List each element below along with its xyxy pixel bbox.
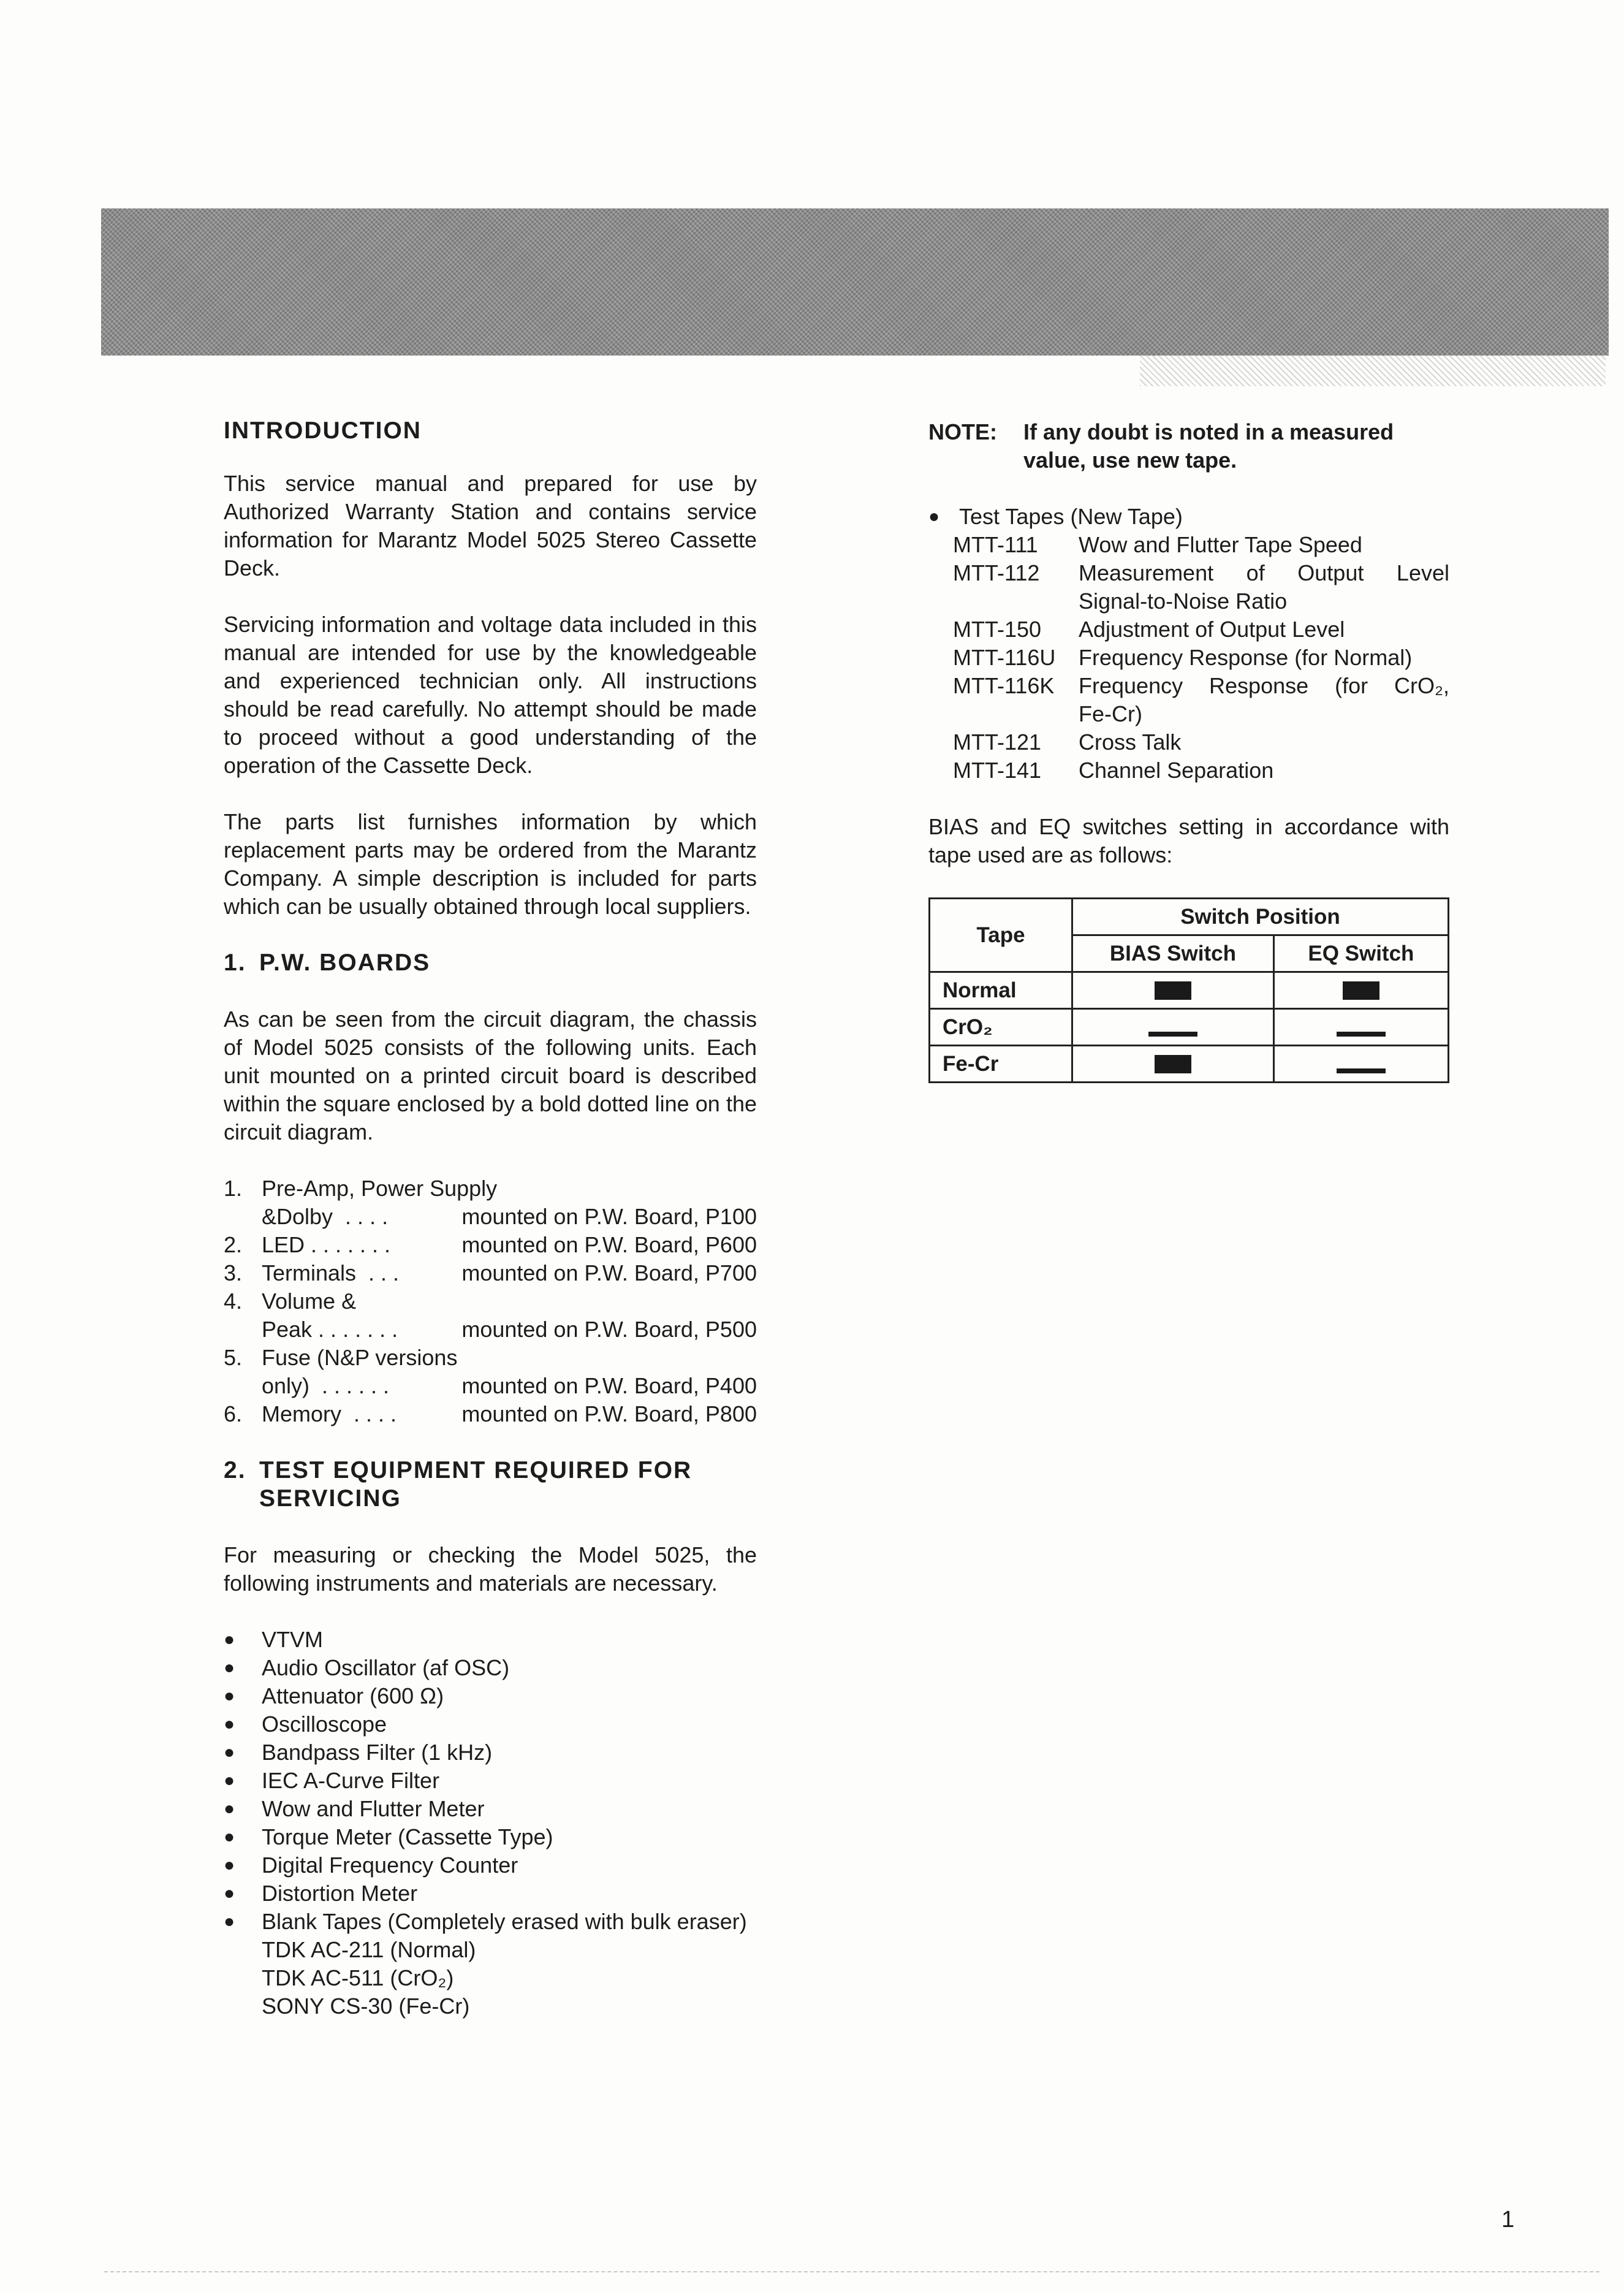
board-row-mount: mounted on P.W. Board, P600	[461, 1232, 757, 1257]
tape-code: MTT-150	[953, 617, 1042, 642]
note-block	[928, 418, 1449, 474]
tape-description: Channel Separation	[1079, 758, 1274, 783]
board-list	[224, 1175, 757, 1428]
table-header-row	[930, 899, 1449, 935]
board-row-number	[224, 1315, 262, 1344]
list-item	[224, 1626, 757, 1654]
tape-type-cell: Fe-Cr	[930, 1046, 1072, 1083]
note-label: NOTE:	[928, 419, 997, 444]
tape-code: MTT-116K	[953, 673, 1055, 698]
list-item	[224, 1908, 757, 1936]
tape-type-cell: CrO₂	[930, 1009, 1072, 1046]
switch-low-icon	[1337, 1032, 1386, 1037]
board-row-mount: mounted on P.W. Board, P400	[461, 1373, 757, 1398]
intro-paragraph-2: Servicing information and voltage data included in this manual are intended for use by the knowledgeable and experienced technician only. All instructions should be read carefully. No attempt should be made to proceed without a good understanding of the operation of the Cassette Deck.	[224, 612, 757, 778]
switch-low-icon	[1148, 1032, 1197, 1037]
board-row	[224, 1203, 757, 1231]
board-row-number: 4.	[224, 1289, 243, 1314]
board-row-name: Peak . . . . . . .	[262, 1317, 398, 1342]
bullet-icon: ●	[224, 1911, 235, 1932]
note-line-1	[928, 418, 1449, 446]
tape-code	[953, 587, 1079, 615]
board-row	[224, 1315, 757, 1344]
test-equipment-heading	[224, 1456, 757, 1513]
column-header-eq: EQ Switch	[1273, 935, 1448, 972]
board-row	[224, 1287, 757, 1315]
note-indent	[928, 446, 1023, 474]
column-header-bias: BIAS Switch	[1072, 935, 1274, 972]
list-item-text: Wow and Flutter Meter	[262, 1796, 485, 1821]
tape-description: Frequency Response (for Normal)	[1079, 645, 1413, 670]
note-line-2	[928, 446, 1449, 474]
intro-paragraph-3: The parts list furnishes information by which replacement parts may be ordered from the Marantz Company. A simple description is included for parts which can be usually obtained through local suppliers.	[224, 809, 757, 919]
table-row	[930, 1009, 1449, 1046]
tape-description: Frequency Response (for CrO₂,	[1079, 673, 1449, 698]
blank-tape-item: SONY CS-30 (Fe-Cr)	[262, 1993, 470, 2019]
bias-switch-cell	[1072, 972, 1274, 1009]
intro-paragraph-1: This service manual and prepared for use by Authorized Warranty Station and contains service information for Marantz Model 5025 Stereo Cassette Deck.	[224, 471, 757, 581]
tape-description: Measurement of Output Level	[1079, 560, 1449, 585]
board-row-number: 5.	[224, 1345, 243, 1370]
list-item-text: Attenuator (600 Ω)	[262, 1683, 444, 1708]
test-tapes	[928, 503, 1449, 785]
list-item	[953, 615, 1449, 644]
bullet-icon: ●	[224, 1799, 235, 1819]
bullet-icon: ●	[224, 1855, 235, 1875]
switch-high-icon	[1343, 981, 1379, 1000]
tape-code: MTT-121	[953, 729, 1042, 755]
bullet-icon: ●	[224, 1686, 235, 1706]
tape-description: Cross Talk	[1079, 729, 1182, 755]
switch-position-table	[928, 897, 1449, 1083]
list-item	[953, 531, 1449, 559]
board-row-number: 2.	[224, 1232, 243, 1257]
board-row-number: 1.	[224, 1176, 243, 1201]
column-header-tape: Tape	[930, 899, 1072, 972]
board-row-mount: mounted on P.W. Board, P100	[461, 1204, 757, 1229]
bias-switch-cell	[1072, 1009, 1274, 1046]
list-item	[953, 700, 1449, 728]
board-row-number	[224, 1372, 262, 1400]
list-item	[224, 1738, 757, 1767]
switch-high-icon	[1155, 981, 1191, 1000]
list-item-text: VTVM	[262, 1627, 324, 1652]
tape-code: MTT-111	[953, 532, 1038, 557]
test-tapes-heading-row	[928, 503, 1449, 531]
board-row-name: Volume &	[262, 1289, 357, 1314]
board-row	[224, 1344, 757, 1372]
list-item	[224, 1795, 757, 1823]
eq-switch-cell	[1273, 1009, 1448, 1046]
tape-code: MTT-141	[953, 758, 1042, 783]
bullet-icon: ●	[224, 1658, 235, 1678]
bullet-icon: ●	[224, 1714, 235, 1734]
bottom-divider	[104, 2271, 1599, 2272]
list-item	[224, 1879, 757, 1908]
pw-boards-heading-text: P.W. BOARDS	[259, 950, 431, 976]
board-row-number	[224, 1203, 262, 1231]
test-equipment-paragraph: For measuring or checking the Model 5025, the following instruments and materials are necessary.	[224, 1542, 757, 1596]
list-item	[953, 756, 1449, 785]
introduction-heading: INTRODUCTION	[224, 417, 422, 444]
board-row-name: &Dolby . . . .	[262, 1204, 389, 1229]
list-item	[953, 672, 1449, 700]
pw-boards-paragraph: As can be seen from the circuit diagram, the chassis of Model 5025 consists of the following units. Each unit mounted on a printed circuit board is described within the square enclosed by a bold dotted line on the circuit diagram.	[224, 1007, 757, 1144]
list-item-text: Distortion Meter	[262, 1881, 418, 1906]
header-banner-fade	[1140, 356, 1606, 386]
eq-switch-cell	[1273, 972, 1448, 1009]
list-item	[953, 728, 1449, 756]
list-item	[224, 1710, 757, 1738]
blank-tape-item: TDK AC-511 (CrO₂)	[262, 1965, 454, 1990]
list-item-text: IEC A-Curve Filter	[262, 1768, 440, 1793]
board-row-name: Fuse (N&P versions	[262, 1345, 458, 1370]
test-equipment-heading-line-1: TEST EQUIPMENT REQUIRED FOR	[259, 1457, 692, 1483]
bullet-icon: ●	[224, 1770, 235, 1791]
blank-tapes-list	[224, 1936, 757, 2020]
board-row-mount: mounted on P.W. Board, P500	[461, 1317, 757, 1342]
column-header-switch-position: Switch Position	[1072, 899, 1449, 935]
bias-eq-paragraph: BIAS and EQ switches setting in accordance with tape used are as follows:	[928, 814, 1449, 867]
board-row-name: Pre-Amp, Power Supply	[262, 1176, 498, 1201]
tape-code	[953, 700, 1079, 728]
bullet-icon: ●	[224, 1883, 235, 1903]
list-item	[953, 559, 1449, 587]
test-equipment-heading-text	[259, 1456, 692, 1513]
tape-description: Adjustment of Output Level	[1079, 617, 1345, 642]
list-item-text: Bandpass Filter (1 kHz)	[262, 1740, 493, 1765]
board-row	[224, 1175, 757, 1203]
tape-description: Signal-to-Noise Ratio	[1079, 588, 1288, 614]
table-row	[930, 972, 1449, 1009]
pw-boards-heading	[224, 949, 757, 977]
note-text-line-2: value, use new tape.	[1023, 447, 1237, 473]
test-equipment-heading-number: 2.	[224, 1457, 246, 1483]
test-tapes-list	[928, 531, 1449, 785]
table-row	[930, 1046, 1449, 1083]
list-item	[953, 644, 1449, 672]
list-item	[224, 1682, 757, 1710]
blank-tape-item: TDK AC-211 (Normal)	[262, 1937, 476, 1962]
board-row-name: only) . . . . . .	[262, 1373, 390, 1398]
bullet-icon: ●	[224, 1742, 235, 1762]
tape-description: Fe-Cr)	[1079, 701, 1142, 726]
header-banner	[101, 208, 1609, 356]
board-row	[224, 1231, 757, 1259]
list-item-text: Digital Frequency Counter	[262, 1852, 518, 1878]
board-row-number: 3.	[224, 1260, 243, 1285]
board-row	[224, 1372, 757, 1400]
pw-boards-heading-number: 1.	[224, 950, 246, 976]
board-row-number: 6.	[224, 1401, 243, 1426]
tape-type-cell: Normal	[930, 972, 1072, 1009]
list-item	[224, 1823, 757, 1851]
board-row-name: Terminals . . .	[262, 1260, 400, 1285]
test-equipment-heading-line-2: SERVICING	[259, 1485, 401, 1512]
right-column	[928, 418, 1449, 1083]
board-row-mount: mounted on P.W. Board, P800	[461, 1401, 757, 1426]
bias-switch-cell	[1072, 1046, 1274, 1083]
eq-switch-cell	[1273, 1046, 1448, 1083]
list-item-text: Audio Oscillator (af OSC)	[262, 1655, 510, 1680]
list-item-text: Oscilloscope	[262, 1711, 387, 1737]
board-row	[224, 1259, 757, 1287]
list-item	[224, 1654, 757, 1682]
list-item	[953, 587, 1449, 615]
switch-high-icon	[1155, 1055, 1191, 1073]
board-row-name: Memory . . . .	[262, 1401, 397, 1426]
equipment-list	[224, 1626, 757, 1936]
board-row-name: LED . . . . . . .	[262, 1232, 391, 1257]
list-item-text: Torque Meter (Cassette Type)	[262, 1824, 553, 1849]
left-column	[224, 417, 757, 2020]
board-row-mount: mounted on P.W. Board, P700	[461, 1260, 757, 1285]
bullet-icon: ●	[224, 1629, 235, 1650]
list-item	[224, 1767, 757, 1795]
tape-description: Wow and Flutter Tape Speed	[1079, 532, 1362, 557]
tape-code: MTT-112	[953, 560, 1040, 585]
note-text-line-1: If any doubt is noted in a measured	[1023, 419, 1394, 444]
board-row	[224, 1400, 757, 1428]
switch-low-icon	[1337, 1068, 1386, 1073]
page-number: 1	[1501, 2207, 1515, 2233]
bullet-icon: ●	[928, 506, 940, 527]
list-item-text: Blank Tapes (Completely erased with bulk eraser)	[262, 1909, 747, 1934]
tape-code: MTT-116U	[953, 645, 1056, 670]
bullet-icon: ●	[224, 1827, 235, 1847]
test-tapes-heading: Test Tapes (New Tape)	[959, 504, 1183, 529]
list-item	[224, 1851, 757, 1879]
